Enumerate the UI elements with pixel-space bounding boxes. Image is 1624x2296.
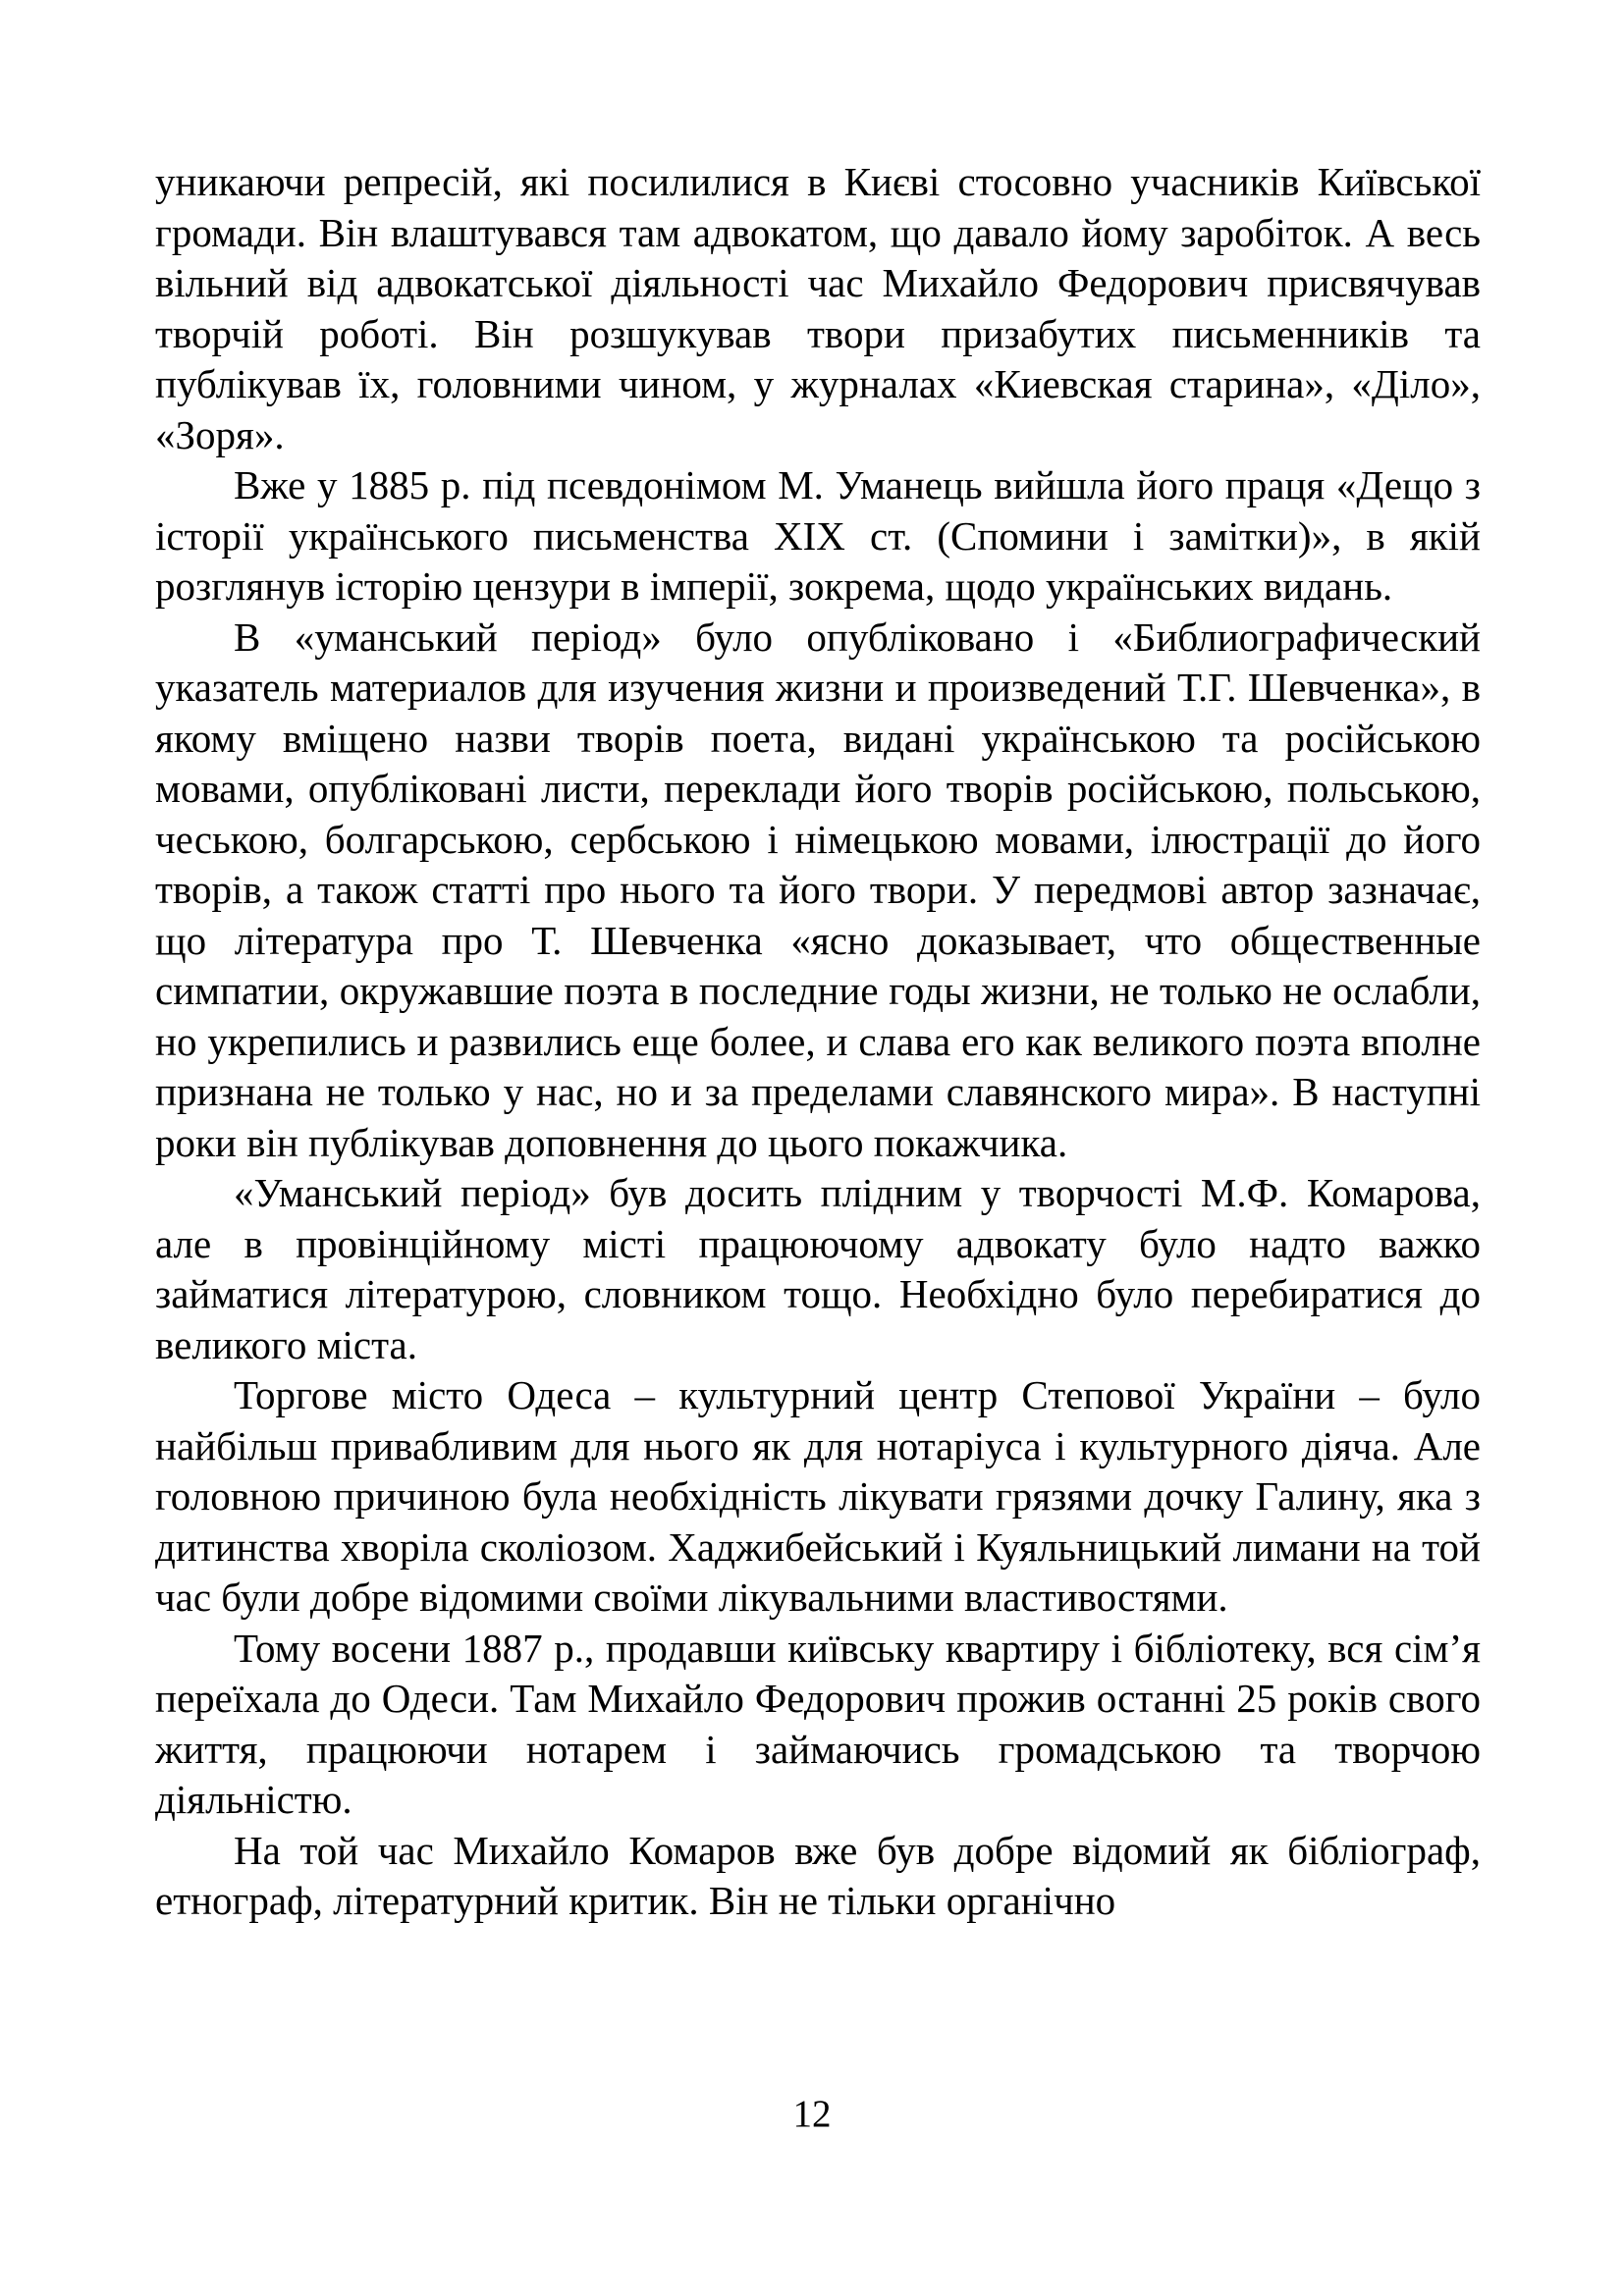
paragraph-2: Вже у 1885 р. під псевдонімом М. Уманець вийшла його праця «Дещо з історії українського письменства XIX ст. (Спомини і замітки)», в якій розглянув історію цензури в імперії, зокрема, щодо українських видань.: [155, 462, 1481, 609]
page-number: 12: [792, 2093, 832, 2135]
paragraph-6: Тому восени 1887 р., продавши київську квартиру і бібліотеку, вся сім’я переїхала до Одеси. Там Михайло Федорович прожив останні 25 років свого життя, працюючи нотарем і займаючись громадською та творчою діяльністю.: [155, 1625, 1481, 1822]
paragraph-5: Торгове місто Одеса – культурний центр Степової України – було найбільш привабливим для нього як для нотаріуса і культурного діяча. Але головною причиною була необхідність лікувати грязями дочку Галину, яка з дитинства хворіла сколіозом. Хаджибейський і Куяльницький лимани на той час були добре відомими своїми лікувальними властивостями.: [155, 1372, 1481, 1620]
paragraph-7: На той час Михайло Комаров вже був добре відомий як бібліограф, етнограф, літературний критик. Він не тільки органічно: [155, 1827, 1481, 1923]
body-text: [155, 157, 1481, 1927]
paragraph-1: уникаючи репресій, які посилилися в Києві стосовно учасників Київської громади. Він влаштувався там адвокатом, що давало йому заробіток. А весь вільний від адвокатської діяльності час Михайло Федорович присвячував творчій роботі. Він розшукував твори призабутих письменників та публікував їх, головними чином, у журналах «Киевская старина», «Діло», «Зоря».: [155, 159, 1481, 457]
paragraph-3: В «уманський період» було опубліковано і «Библиографический указатель материалов для изучения жизни и произведений Т.Г. Шевченка», в якому вміщено назви творів поета, видані українською та російською мовами, опубліковані листи, переклади його творів російською, польською, чеською, болгарською, сербською і німецькою мовами, ілюстрації до його творів, а також статті про нього та його твори. У передмові автор зазначає, що література про Т. Шевченка «ясно доказывает, что общественные симпатии, окружавшие поэта в последние годы жизни, не только не ослабли, но укрепились и развились еще более, и слава его как великого поэта вполне признана не только у нас, но и за пределами славянского мира». В наступні роки він публікував доповнення до цього покажчика.: [155, 614, 1481, 1165]
paragraph-4: «Уманський період» був досить плідним у творчості М.Ф. Комарова, але в провінційному місті працюючому адвокату було надто важко займатися літературою, словником тощо. Необхідно було перебиратися до великого міста.: [155, 1170, 1481, 1367]
